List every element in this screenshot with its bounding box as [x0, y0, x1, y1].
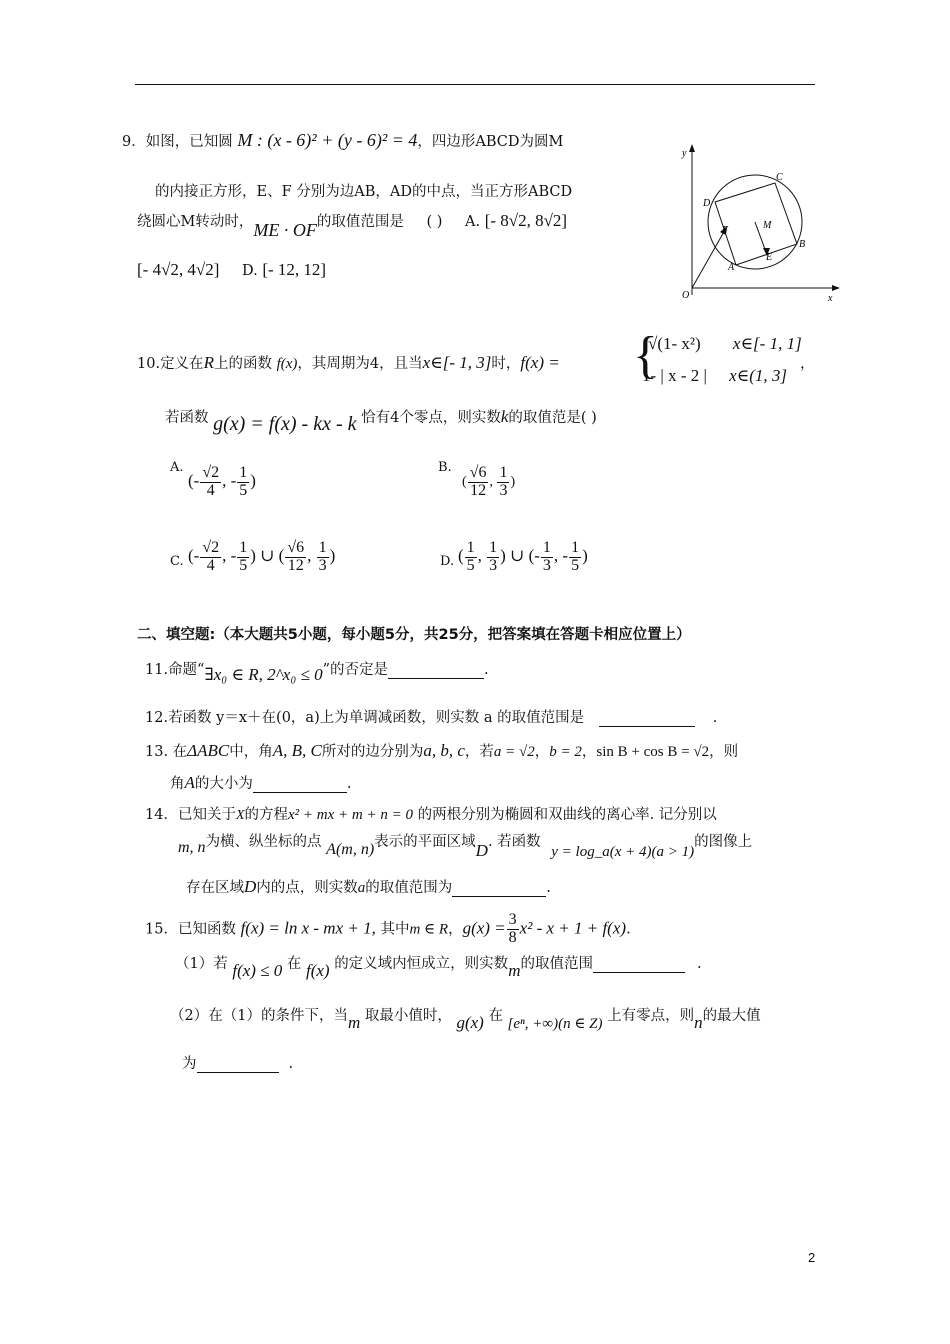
- q14-text: 内的点，则实数: [256, 880, 358, 896]
- q10-case1-expr: √(1- x²): [648, 334, 701, 353]
- q15-text: 的最大值: [702, 1008, 761, 1024]
- q10-option-c: (- $\frac{√2}{4}$ , - $\frac{1}{5}$ ) ∪ ( $\frac{√6}{12}$ , $\frac{1}{3}$ ): [188, 539, 336, 574]
- q13-eq1: a = √2: [493, 744, 535, 760]
- q12: [145, 706, 717, 727]
- q10-fdef: f(x) =: [520, 353, 560, 372]
- q12-end: .: [712, 710, 718, 726]
- q15-interval: [eⁿ, +∞)(n ∈ Z): [507, 1016, 603, 1032]
- q15-line1: [145, 912, 631, 947]
- q14-end: .: [546, 880, 551, 896]
- q10-case1-domain: x∈[- 1, 1]: [732, 334, 802, 353]
- q14-text: 的取值范围为: [365, 880, 453, 896]
- q13-triangle: ΔABC: [187, 741, 230, 760]
- q13-text: 在: [172, 744, 188, 760]
- q15-text: 的定义域内恒成立，则实数: [334, 956, 509, 972]
- q15-end: .: [696, 956, 702, 972]
- q15-text: 的取值范围: [520, 956, 593, 972]
- q13-eq2: b = 2: [549, 744, 582, 760]
- q15-part2: [170, 1004, 761, 1032]
- q14-number: 14．: [145, 807, 178, 823]
- q10-option-b: ( $\frac{√6}{12}$ , $\frac{1}{3}$ ): [462, 464, 516, 499]
- q11-text: ”的否定是: [322, 662, 389, 678]
- q15-part2-line2: [182, 1052, 293, 1073]
- q10-text: 上的函数: [213, 356, 272, 372]
- q10-text: 若函数: [165, 410, 209, 426]
- section-2-title: 二、填空题:（本大题共5小题，每小题5分，共25分，把答案填在答题卡相应位置上）: [137, 627, 691, 643]
- q12-answer-blank[interactable]: [599, 712, 695, 727]
- q10-case2-domain: x∈(1, 3]: [729, 366, 788, 385]
- q14-x: X: [235, 808, 245, 823]
- fig-label-c: C: [776, 172, 783, 183]
- q14-point: A(m, n): [326, 841, 375, 858]
- q15-p1-ineq: f(x) ≤ 0: [232, 961, 283, 980]
- q14-d: D: [475, 841, 488, 860]
- q9-option-d: [- 12, 12]: [262, 260, 327, 279]
- q11-expression: ∃x₀ ∈ R, 2^x₀ ≤ 0: [204, 665, 323, 684]
- q13-text: 角: [170, 776, 185, 792]
- q13-text: ，若: [464, 744, 494, 760]
- q14-function: y = log_a(x + 4)(a > 1): [551, 844, 695, 860]
- fig-label-f: F: [722, 225, 729, 236]
- fig-label-o: O: [682, 290, 690, 301]
- q10-line1: [137, 352, 560, 373]
- q15-n: n: [694, 1013, 703, 1032]
- q14-d2: D: [244, 877, 257, 896]
- q10-option-a-label: A.: [170, 460, 184, 475]
- q15-part1: [175, 952, 702, 980]
- q10-number: 10.: [137, 356, 161, 372]
- q10-k: k: [500, 407, 509, 426]
- q15-p1-answer-blank[interactable]: [593, 958, 685, 973]
- q15-p2-answer-blank[interactable]: [197, 1058, 279, 1073]
- q15-text: 上有零点，则: [607, 1008, 695, 1024]
- q15-end: .: [288, 1056, 294, 1072]
- q9-figure: [670, 140, 845, 305]
- q14-equation: x² + mx + m + n = 0: [288, 807, 413, 823]
- q15-m2: m: [347, 1013, 361, 1032]
- q13-text: ，: [534, 744, 550, 760]
- q12-number: 12.: [145, 710, 169, 726]
- q14-text: 存在区域: [186, 880, 244, 896]
- q9-text: 如图，已知圆: [145, 134, 233, 150]
- q10-text: 的取值范是( ): [508, 410, 597, 426]
- q9-line4: [137, 260, 326, 280]
- fig-label-b: B: [799, 239, 806, 250]
- q9-answer-paren: ( ): [426, 214, 443, 230]
- q13-text: ，则: [709, 744, 739, 760]
- q9-vector-product: ME · OF: [253, 220, 317, 240]
- q9-line1: [122, 130, 563, 151]
- q14-line2: [178, 830, 753, 860]
- q10-option-d-label: D.: [440, 554, 455, 569]
- q9-text: 绕圆心M转动时，: [137, 214, 254, 230]
- q15-mr: m ∈ R: [409, 921, 449, 938]
- y-axis-arrow: [689, 144, 695, 152]
- q11: [145, 658, 489, 684]
- q10-brace: {: [633, 327, 658, 384]
- header-rule: [135, 84, 815, 85]
- q14-answer-blank[interactable]: [452, 882, 546, 897]
- vector-of: [692, 230, 725, 288]
- q13-a: A: [184, 773, 195, 792]
- q15-text: 为: [182, 1056, 197, 1072]
- q13-text: 中，角: [229, 744, 273, 760]
- q14-text: 的图像上: [694, 834, 753, 850]
- q15-m: m: [508, 961, 521, 980]
- q10-text: 恰有4个零点，则实数: [361, 410, 501, 426]
- q9-option-c: [- 4√2, 4√2]: [137, 260, 220, 279]
- q15-text: 已知函数: [177, 921, 236, 938]
- q13-line1: [145, 740, 738, 761]
- q14-line3: [186, 876, 551, 897]
- q15-end: .: [626, 921, 631, 938]
- q9-option-d-label: D.: [242, 263, 258, 279]
- q13-number: 13.: [145, 744, 169, 760]
- q15-g: g(x) =: [462, 918, 506, 938]
- q10-option-a: (- $\frac{√2}{4}$ , - $\frac{1}{5}$ ): [188, 464, 256, 499]
- q15-p1-fx: f(x): [305, 961, 330, 980]
- q14-a: a: [357, 880, 366, 896]
- q10-r: R: [203, 353, 214, 372]
- q15-f: f(x) = ln x - mx + 1,: [240, 918, 376, 938]
- q10-comma: ，: [800, 356, 815, 372]
- fig-label-m: M: [763, 220, 772, 231]
- fig-label-a: A: [728, 262, 735, 273]
- q14-text: 的两根分别为椭圆和双曲线的离心率. 记分别以: [417, 807, 717, 823]
- fig-label-x: x: [828, 293, 833, 304]
- q10-case1: [648, 334, 802, 354]
- q10-line2: [165, 405, 597, 435]
- q10-option-b-label: B.: [438, 460, 452, 475]
- q11-end: .: [484, 662, 489, 678]
- q10-option-d: ( $\frac{1}{5}$ , $\frac{1}{3}$ ) ∪ (- $\frac{1}{3}$ , - $\frac{1}{5}$ ): [458, 539, 588, 574]
- q14-line1: [145, 803, 717, 824]
- q15-text: ，: [448, 921, 463, 938]
- q13-end: .: [346, 776, 352, 792]
- q13-sides: a, b, c: [423, 741, 465, 760]
- q11-number: 11.: [145, 662, 169, 678]
- q14-mn: m, n: [178, 839, 206, 856]
- q9-line3: [137, 210, 568, 240]
- q12-text: 若函数 y＝x＋在(0，a)上为单调减函数，则实数 a 的取值范围是: [168, 710, 585, 726]
- q10-text: 定义在: [160, 356, 204, 372]
- q15-number: 15．: [145, 921, 178, 938]
- q11-text: 命题“: [168, 662, 205, 678]
- q15-text: （2）在（1）的条件下，当: [170, 1008, 348, 1024]
- q14-text: 的方程: [244, 807, 289, 823]
- q15-frac: $\frac{3}{8}$: [508, 911, 517, 946]
- q15-text: （1）若: [175, 956, 228, 972]
- q10-condition: x∈[- 1, 3]: [422, 353, 492, 372]
- q9-line2: 的内接正方形，E、F 分别为边AB，AD的中点，当正方形ABCD: [155, 184, 573, 200]
- page-number: 2: [808, 1250, 816, 1265]
- q10-text: ，其周期为4，且当: [297, 356, 423, 372]
- q9-option-a-label: A.: [465, 214, 481, 230]
- q10-case2-expr: 1- | x - 2 |: [642, 366, 707, 385]
- q13-eq3: sin B + cos B = √2: [596, 744, 710, 760]
- q15-text: 在: [488, 1008, 503, 1024]
- q13-answer-blank[interactable]: [253, 778, 347, 793]
- fig-label-d: D: [703, 198, 711, 209]
- q10-gx: g(x) = f(x) - kx - k: [213, 413, 357, 435]
- q13-text: 的大小为: [194, 776, 253, 792]
- q9-option-a: [- 8√2, 8√2]: [484, 211, 568, 230]
- q9-text: ，四边形ABCD为圆M: [417, 134, 564, 150]
- q10-fx: f(x): [276, 356, 298, 372]
- fig-label-e: E: [766, 252, 773, 263]
- q9-text: 的取值范围是: [316, 214, 404, 230]
- x-axis-arrow: [832, 285, 840, 291]
- q10-case2: [642, 366, 787, 386]
- q15-text: 取最小值时，: [364, 1008, 452, 1024]
- q13-text: 所对的边分别为: [321, 744, 424, 760]
- q15-g2: x² - x + 1 + f(x): [519, 918, 627, 938]
- q15-text: 在: [286, 956, 302, 972]
- q14-text: 表示的平面区域: [374, 834, 476, 850]
- q13-line2: [170, 772, 352, 793]
- q11-answer-blank[interactable]: [388, 664, 484, 679]
- q14-text: 已知关于: [177, 807, 236, 823]
- q9-circle-equation: M : (x - 6)² + (y - 6)² = 4: [237, 130, 418, 150]
- q13-text: ，: [581, 744, 597, 760]
- q10-text: 时，: [491, 356, 521, 372]
- q14-text: . 若函数: [487, 834, 541, 850]
- q9-number: 9．: [122, 134, 146, 150]
- q10-option-c-label: C.: [170, 554, 184, 569]
- q13-angles: A, B, C: [272, 741, 322, 760]
- q15-text: 其中: [380, 921, 410, 938]
- q15-gx: g(x): [456, 1013, 484, 1032]
- fig-label-y: y: [682, 148, 687, 159]
- q14-text: 为横、纵坐标的点: [205, 834, 322, 850]
